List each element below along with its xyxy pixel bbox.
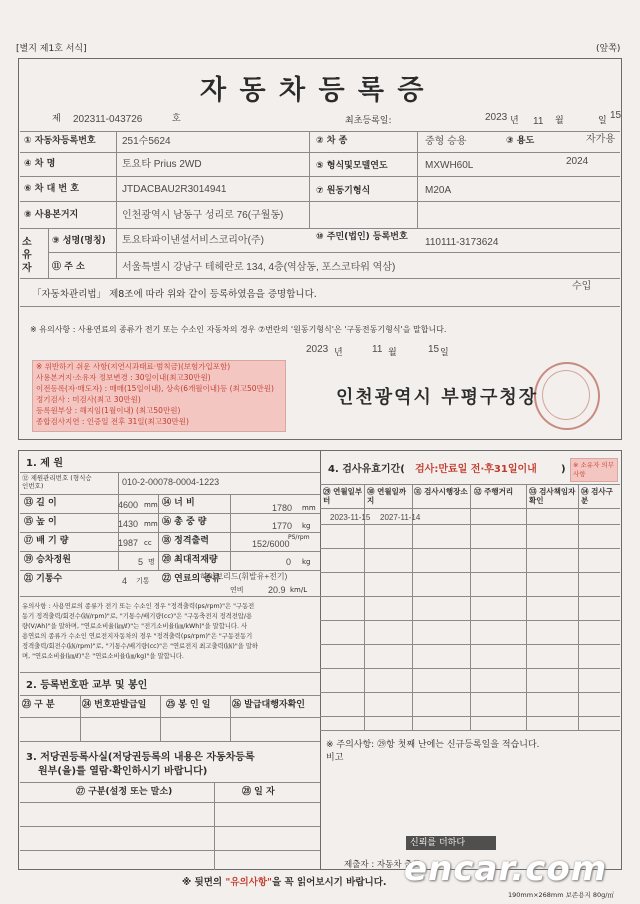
owner-value: 토요타파이낸셜서비스코리아(주) (122, 235, 264, 246)
base-value: 인천광역시 남동구 성리로 76(구월동) (122, 210, 284, 221)
owner-duty-note: ※ 소유자 의무사항 (573, 461, 614, 478)
power-value: 152/6000 (252, 539, 290, 549)
seats-unit: 명 (148, 558, 155, 566)
type-label: ② 차 종 (316, 136, 348, 146)
plate-issue-heading: 2. 등록번호판 교부 및 봉인 (26, 680, 148, 691)
eff-value: 20.9 (268, 585, 286, 595)
watermark-tagline: 신뢰를 더하다 (410, 838, 466, 848)
inspection-col-type: ㉞ 검사구분 (581, 487, 613, 505)
seats-label: ⑲ 승차정원 (24, 555, 71, 565)
first-reg-month-unit: 월 (555, 116, 564, 126)
spec-heading: 1. 제 원 (26, 458, 64, 469)
penalty-line: ※ 위반하기 쉬운 사항(지연시과태료·범칙금)(보험가입포함) (36, 362, 231, 371)
reg-no-prefix: 제 (52, 114, 61, 124)
inspection-remarks-label: 비고 (326, 753, 344, 763)
disp-value: 1987 (118, 538, 139, 548)
width-value: 1780 (272, 503, 293, 513)
inspection-row-from: 2023-11-15 (330, 513, 371, 522)
plate-value: 251수5624 (122, 136, 171, 147)
spec-note-line: 유의사항 : 사용연료의 종류가 전기 또는 수소인 경우 "정격출력(ps/rpm)"은 "구동전 (22, 603, 255, 610)
spec-note-line: 며, "연료소비율(㎞/ℓ)"은 "연료소비율(㎞/kg)"을 말합니다. (22, 653, 184, 660)
model-label: ⑤ 형식및모델연도 (316, 161, 388, 171)
vin-label: ⑥ 차 대 번 호 (24, 184, 79, 194)
plate-issue-col-date: ㉔ 번호판발급일 (82, 700, 147, 710)
inspection-heading-end: ) (561, 464, 566, 475)
issuer-name: 인천광역시 부평구청장 (336, 387, 539, 408)
footer-warning-post: 을 꼭 읽어보시기 바랍니다. (272, 877, 387, 888)
penalty-line: 사용본거지·소유자 정보변경 : 30일이내(최고30만원) (36, 373, 211, 382)
footer-warning (182, 877, 386, 888)
side-label: (앞쪽) (596, 44, 621, 54)
engine-label: ⑦ 원동기형식 (316, 186, 371, 196)
footer-warning-highlight: "유의사항" (225, 877, 272, 888)
name-label: ④ 차 명 (24, 159, 56, 169)
inspection-col-inspector: ㉝ 검사책임자확인 (529, 487, 576, 505)
notice-text: ※ 유의사항 : 사용연료의 종류가 전기 또는 수소인 자동차의 경우 ⑦번란의 '원동기형식'은 '구동전동기형식'을 말합니다. (30, 325, 447, 334)
load-value: 0 (286, 557, 292, 567)
paper-spec: 190mm×268mm 보존용지 80g/㎡ (508, 891, 614, 899)
page-title: 자 동 차 등 록 증 (200, 75, 426, 106)
issue-year-unit: 년 (334, 348, 343, 358)
approval-label: ⑫ 제원관리번호 (형식승인번호) (22, 474, 92, 490)
form-label: [별지 제1호 서식] (16, 44, 87, 54)
plate-issue-col-seal: ㉕ 봉 인 일 (166, 700, 211, 710)
inspection-note: ※ 주의사항: ㉙항 첫째 난에는 신규등록일을 적습니다. (326, 740, 540, 750)
mortgage-col-type: ㉗ 구분(설정 또는 말소) (76, 787, 173, 797)
inspection-col-place: ㉛ 검사시행장소 (414, 487, 468, 496)
penalty-line: 정기검사 : 미검사(최고 30만원) (36, 395, 141, 404)
first-reg-month: 11 (533, 116, 544, 127)
plate-label: ① 자동차등록번호 (24, 136, 96, 146)
spec-note-line: 용연료의 종류가 수소인 연료전지자동차의 경우 "정격출력(ps/rpm)"은 "구동전동기 (22, 633, 253, 640)
cyl-unit: 기통 (136, 577, 150, 585)
gross-label: ⑯ 총 중 량 (162, 517, 207, 527)
approval-value: 010-2-00078-0004-1223 (122, 477, 220, 487)
length-label: ⑬ 길 이 (24, 498, 57, 508)
issue-day: 15 (428, 344, 440, 355)
vin-value: JTDACBAU2R3014941 (122, 184, 227, 195)
first-reg-year-unit: 년 (510, 116, 519, 126)
first-reg-day: 15 (610, 110, 622, 121)
mortgage-heading-line2: 원부(을)를 열람·확인하시기 바랍니다) (38, 766, 208, 777)
inspection-col-to: ㉚ 연월일까지 (367, 487, 407, 505)
idno-value: 110111-3173624 (425, 237, 499, 248)
address-label: ⑪ 주 소 (52, 262, 85, 272)
penalty-line: 등록원부상 : 해지임(1월이내) (최고50만원) (36, 406, 181, 415)
issue-year: 2023 (306, 344, 329, 355)
encar-watermark (404, 836, 630, 894)
height-unit: mm (144, 520, 158, 528)
inspection-col-mileage: ㉜ 주행거리 (474, 487, 514, 496)
watermark-logo: encar.com (404, 849, 608, 889)
model-year: 2024 (566, 156, 589, 167)
inspection-heading-highlight: 검사:만료일 전·후31일이내 (415, 464, 537, 475)
issue-day-unit: 일 (440, 348, 449, 358)
length-value: 4600 (118, 500, 139, 510)
reg-no-suffix: 호 (172, 114, 181, 124)
spec-note-line: 정격출력/회전수(㎾/rpm)"로, "기통수/배기량(cc)"은 "연료전지 최고출력(㎾)"을 말하 (22, 643, 258, 650)
power-label: ⑱ 정격출력 (162, 536, 209, 546)
load-label: ⑳ 최대적재량 (162, 555, 218, 565)
height-label: ⑮ 높 이 (24, 517, 57, 527)
seats-value: 5 (138, 557, 144, 567)
base-label: ⑧ 사용본거지 (24, 210, 79, 220)
gross-unit: kg (302, 522, 311, 530)
certify-note: 수입 (572, 281, 592, 292)
inspection-col-from: ㉙ 연월일부터 (323, 487, 363, 505)
model-value: MXWH60L (425, 160, 474, 171)
fuel-value: 하이브리드(휘발유+전기) (200, 572, 288, 581)
gross-value: 1770 (272, 521, 293, 531)
use-value: 자가용 (586, 134, 615, 145)
load-unit: kg (302, 558, 311, 566)
name-value: 토요타 Prius 2WD (122, 159, 202, 170)
cyl-value: 4 (122, 576, 128, 586)
issue-month: 11 (372, 344, 383, 355)
first-reg-day-unit: 일 (598, 116, 607, 126)
mortgage-heading: 3. 저당권등록사실(저당권등록의 내용은 자동차등록 (26, 752, 255, 763)
engine-value: M20A (425, 185, 452, 196)
type-value: 중형 승용 (425, 136, 467, 147)
penalty-line: 종합검사지연 : 인증일 전후 31일(최고30만원) (36, 417, 189, 426)
power-unit: PS/rpm (288, 534, 310, 541)
address-value: 서울특별시 강남구 테헤란로 134, 4층(역삼동, 포스코타워 역삼) (122, 262, 396, 273)
owner-group-label: 소유자 (22, 237, 32, 274)
plate-issue-col-category: ㉓ 구 분 (22, 700, 55, 710)
length-unit: mm (144, 501, 158, 509)
disp-label: ⑰ 배 기 량 (24, 536, 69, 546)
owner-label: ⑨ 성명(명칭) (52, 236, 106, 246)
use-label: ③ 용도 (506, 136, 535, 146)
penalty-line: 이전등록(자·매도자) : 매매(15일이내), 상속(6개월이내)등 (최고50만원) (36, 384, 274, 393)
first-reg-year: 2023 (485, 112, 508, 123)
inspection-row-to: 2027-11-14 (380, 513, 421, 522)
cyl-label: ㉑ 기통수 (24, 574, 63, 584)
plate-issue-col-agent: ㉖ 발급대행자확인 (232, 700, 305, 710)
height-value: 1430 (118, 519, 139, 529)
issue-month-unit: 월 (388, 348, 397, 358)
inspection-heading: 4. 검사유효기간( (328, 464, 405, 475)
reg-no: 202311-043726 (73, 114, 143, 125)
spec-note-line: 동기 정격출력/회전수(㎾/rpm)"로, "기통수/배기량(cc)"은 "구동축전지 정격전압/용 (22, 613, 253, 620)
first-reg-label: 최초등록일: (345, 116, 392, 126)
spec-note-line: 량(V/Ah)"을 말하며, "연료소비율(㎞/ℓ)"는 "전기소비율(㎞/kWh)"을 말합니다. 사 (22, 623, 248, 630)
eff-unit: km/L (290, 586, 308, 594)
fuel-label: ㉒ 연료의 종류 (162, 574, 221, 584)
width-label: ⑭ 너 비 (162, 498, 195, 508)
idno-label: ⑩ 주민(법인) 등록번호 (316, 232, 408, 242)
mortgage-col-date: ㉘ 일 자 (242, 787, 275, 797)
width-unit: mm (302, 504, 316, 512)
eff-label: 연비 (230, 586, 244, 594)
submitter-note: 제출자 : 자동차 출고 (344, 860, 421, 870)
footer-warning-pre: ※ 뒷면의 (182, 877, 226, 888)
certify-text: 「자동차관리법」 제8조에 따라 위와 같이 등록하였음을 증명합니다. (32, 289, 317, 300)
disp-unit: cc (144, 539, 152, 547)
